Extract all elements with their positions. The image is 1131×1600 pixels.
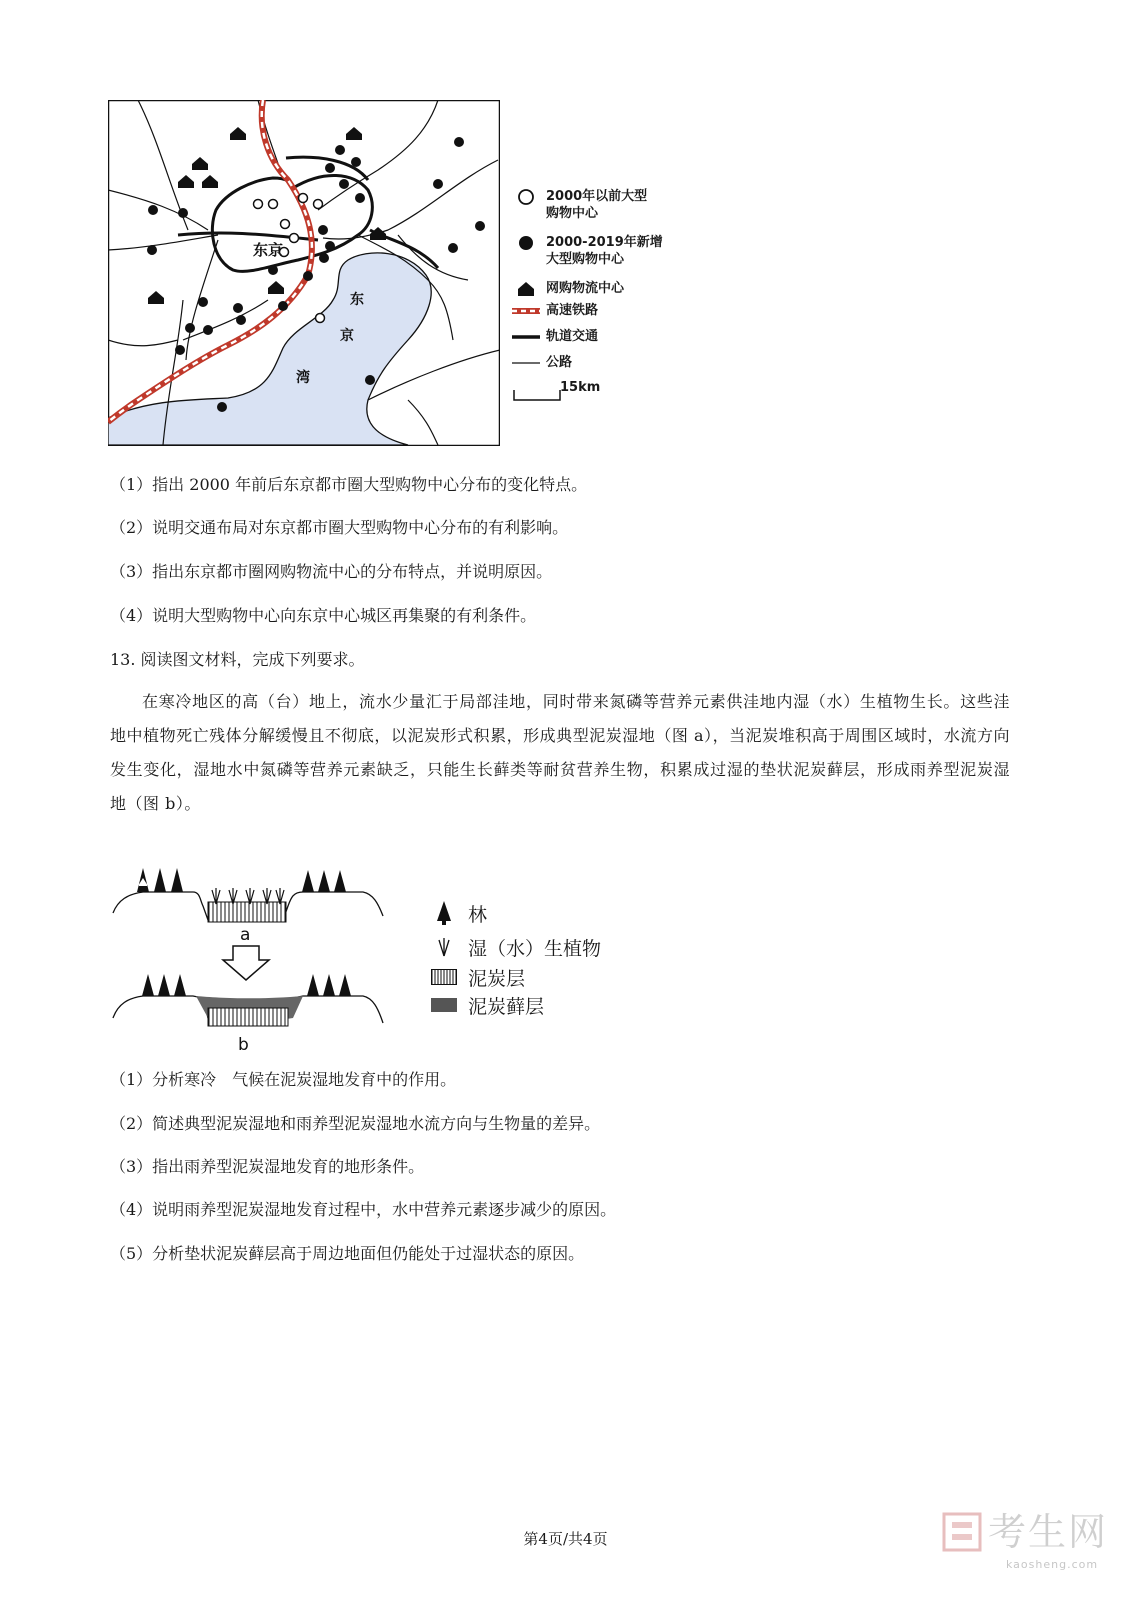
bay-label-1: 东	[350, 292, 364, 308]
new-mall-marker	[268, 265, 278, 275]
new-mall-marker	[319, 253, 329, 263]
peat-moss-swatch-icon	[430, 998, 458, 1012]
tokyo-label: 东京	[253, 241, 284, 259]
legend-new-mall: 2000-2019年新增 大型购物中心	[512, 234, 663, 268]
q12-item-2: （2）说明交通布局对东京都市圈大型购物中心分布的有利影响。	[110, 518, 569, 537]
old-mall-marker	[290, 234, 299, 243]
new-mall-marker	[325, 241, 335, 251]
old-mall-marker	[299, 194, 308, 203]
old-mall-marker	[316, 314, 325, 323]
tokyo-map	[108, 100, 500, 446]
new-mall-marker	[175, 345, 185, 355]
wet-plant-icon	[430, 936, 458, 958]
q13-item-4: （4）说明雨养型泥炭湿地发育过程中，水中营养元素逐步减少的原因。	[110, 1200, 617, 1219]
old-mall-marker	[281, 220, 290, 229]
road-line-icon	[512, 354, 540, 372]
new-mall-marker	[217, 402, 227, 412]
watermark	[942, 1510, 1109, 1571]
watermark-brand: 考生网	[988, 1510, 1109, 1554]
legend-peat-moss: 泥炭藓层	[430, 992, 544, 1018]
scale-label: 15km	[560, 380, 601, 395]
q13-item-5: （5）分析垫状泥炭藓层高于周边地面但仍能处于过湿状态的原因。	[110, 1244, 585, 1263]
legend-logistics: 网购物流中心	[512, 280, 624, 298]
new-mall-marker	[448, 243, 458, 253]
tokyo-map-svg	[108, 100, 500, 446]
legend-hsr: 高速铁路	[512, 302, 598, 320]
diagram-legend	[430, 900, 650, 1025]
page-number: 第4页/共4页	[523, 1530, 608, 1548]
old-mall-marker	[314, 200, 323, 209]
down-arrow-icon	[223, 946, 269, 980]
new-mall-marker	[278, 301, 288, 311]
legend-peat: 泥炭层	[430, 964, 525, 990]
legend-forest: 林	[430, 900, 487, 926]
watermark-logo-icon	[942, 1512, 982, 1552]
q12-item-4: （4）说明大型购物中心向东京中心城区再集聚的有利条件。	[110, 606, 537, 625]
q12-item-1: （1）指出 2000 年前后东京都市圈大型购物中心分布的变化特点。	[110, 475, 588, 494]
new-mall-marker	[233, 303, 243, 313]
house-icon	[512, 280, 540, 298]
q13-item-1: （1）分析寒冷 气候在泥炭湿地发育中的作用。	[110, 1070, 457, 1089]
legend-old-mall: 2000年以前大型 购物中心	[512, 188, 647, 222]
hsr-line-icon	[512, 302, 540, 320]
peat-hatch-icon	[430, 969, 458, 985]
new-mall-marker	[303, 271, 313, 281]
wetland-diagram-svg	[108, 858, 393, 1058]
bay-label-3: 湾	[296, 370, 310, 386]
q13-material: 在寒冷地区的高（台）地上，流水少量汇于局部洼地，同时带来氮磷等营养元素供洼地内湿（水）生植物生长。这些洼地中植物死亡残体分解缓慢且不彻底，以泥炭形式积累，形成典型泥炭湿地（图 a），当泥炭堆积高于周围区域时，水流方向发生变化，湿地水中氮磷等营养元素缺乏，只能生长藓类等耐贫营养生物，积累成过湿的垫状泥炭藓层，形成雨养型泥炭湿地（图 b）。	[110, 692, 1010, 813]
new-mall-marker	[185, 323, 195, 333]
new-mall-marker	[335, 145, 345, 155]
watermark-site: kaosheng.com	[1006, 1558, 1099, 1571]
new-mall-marker	[203, 325, 213, 335]
new-mall-marker	[475, 221, 485, 231]
q13-title: 13. 阅读图文材料，完成下列要求。	[110, 650, 365, 669]
new-mall-marker	[318, 225, 328, 235]
diagram-label-a: a	[240, 925, 251, 945]
legend-wet-plant: 湿（水）生植物	[430, 934, 601, 960]
legend-rail: 轨道交通	[512, 328, 598, 346]
tree-icon	[430, 901, 458, 925]
q12-item-3: （3）指出东京都市圈网购物流中心的分布特点，并说明原因。	[110, 562, 553, 581]
q13-item-3: （3）指出雨养型泥炭湿地发育的地形条件。	[110, 1157, 425, 1176]
new-mall-marker	[325, 163, 335, 173]
new-mall-marker	[339, 179, 349, 189]
new-mall-marker	[148, 205, 158, 215]
diagram-label-b: b	[238, 1035, 249, 1055]
bay-label-2: 京	[340, 328, 354, 344]
rail-line-icon	[512, 328, 540, 346]
hollow-circle-icon	[512, 188, 540, 206]
new-mall-marker	[178, 208, 188, 218]
new-mall-marker	[454, 137, 464, 147]
q13-item-2: （2）简述典型泥炭湿地和雨养型泥炭湿地水流方向与生物量的差异。	[110, 1114, 601, 1133]
old-mall-marker	[254, 200, 263, 209]
scale-bar	[512, 378, 612, 408]
new-mall-marker	[198, 297, 208, 307]
wetland-diagram	[108, 858, 393, 1058]
new-mall-marker	[351, 157, 361, 167]
new-mall-marker	[433, 179, 443, 189]
legend-road: 公路	[512, 354, 572, 372]
new-mall-marker	[365, 375, 375, 385]
new-mall-marker	[236, 315, 246, 325]
new-mall-marker	[355, 193, 365, 203]
old-mall-marker	[269, 200, 278, 209]
filled-circle-icon	[512, 234, 540, 252]
new-mall-marker	[147, 245, 157, 255]
